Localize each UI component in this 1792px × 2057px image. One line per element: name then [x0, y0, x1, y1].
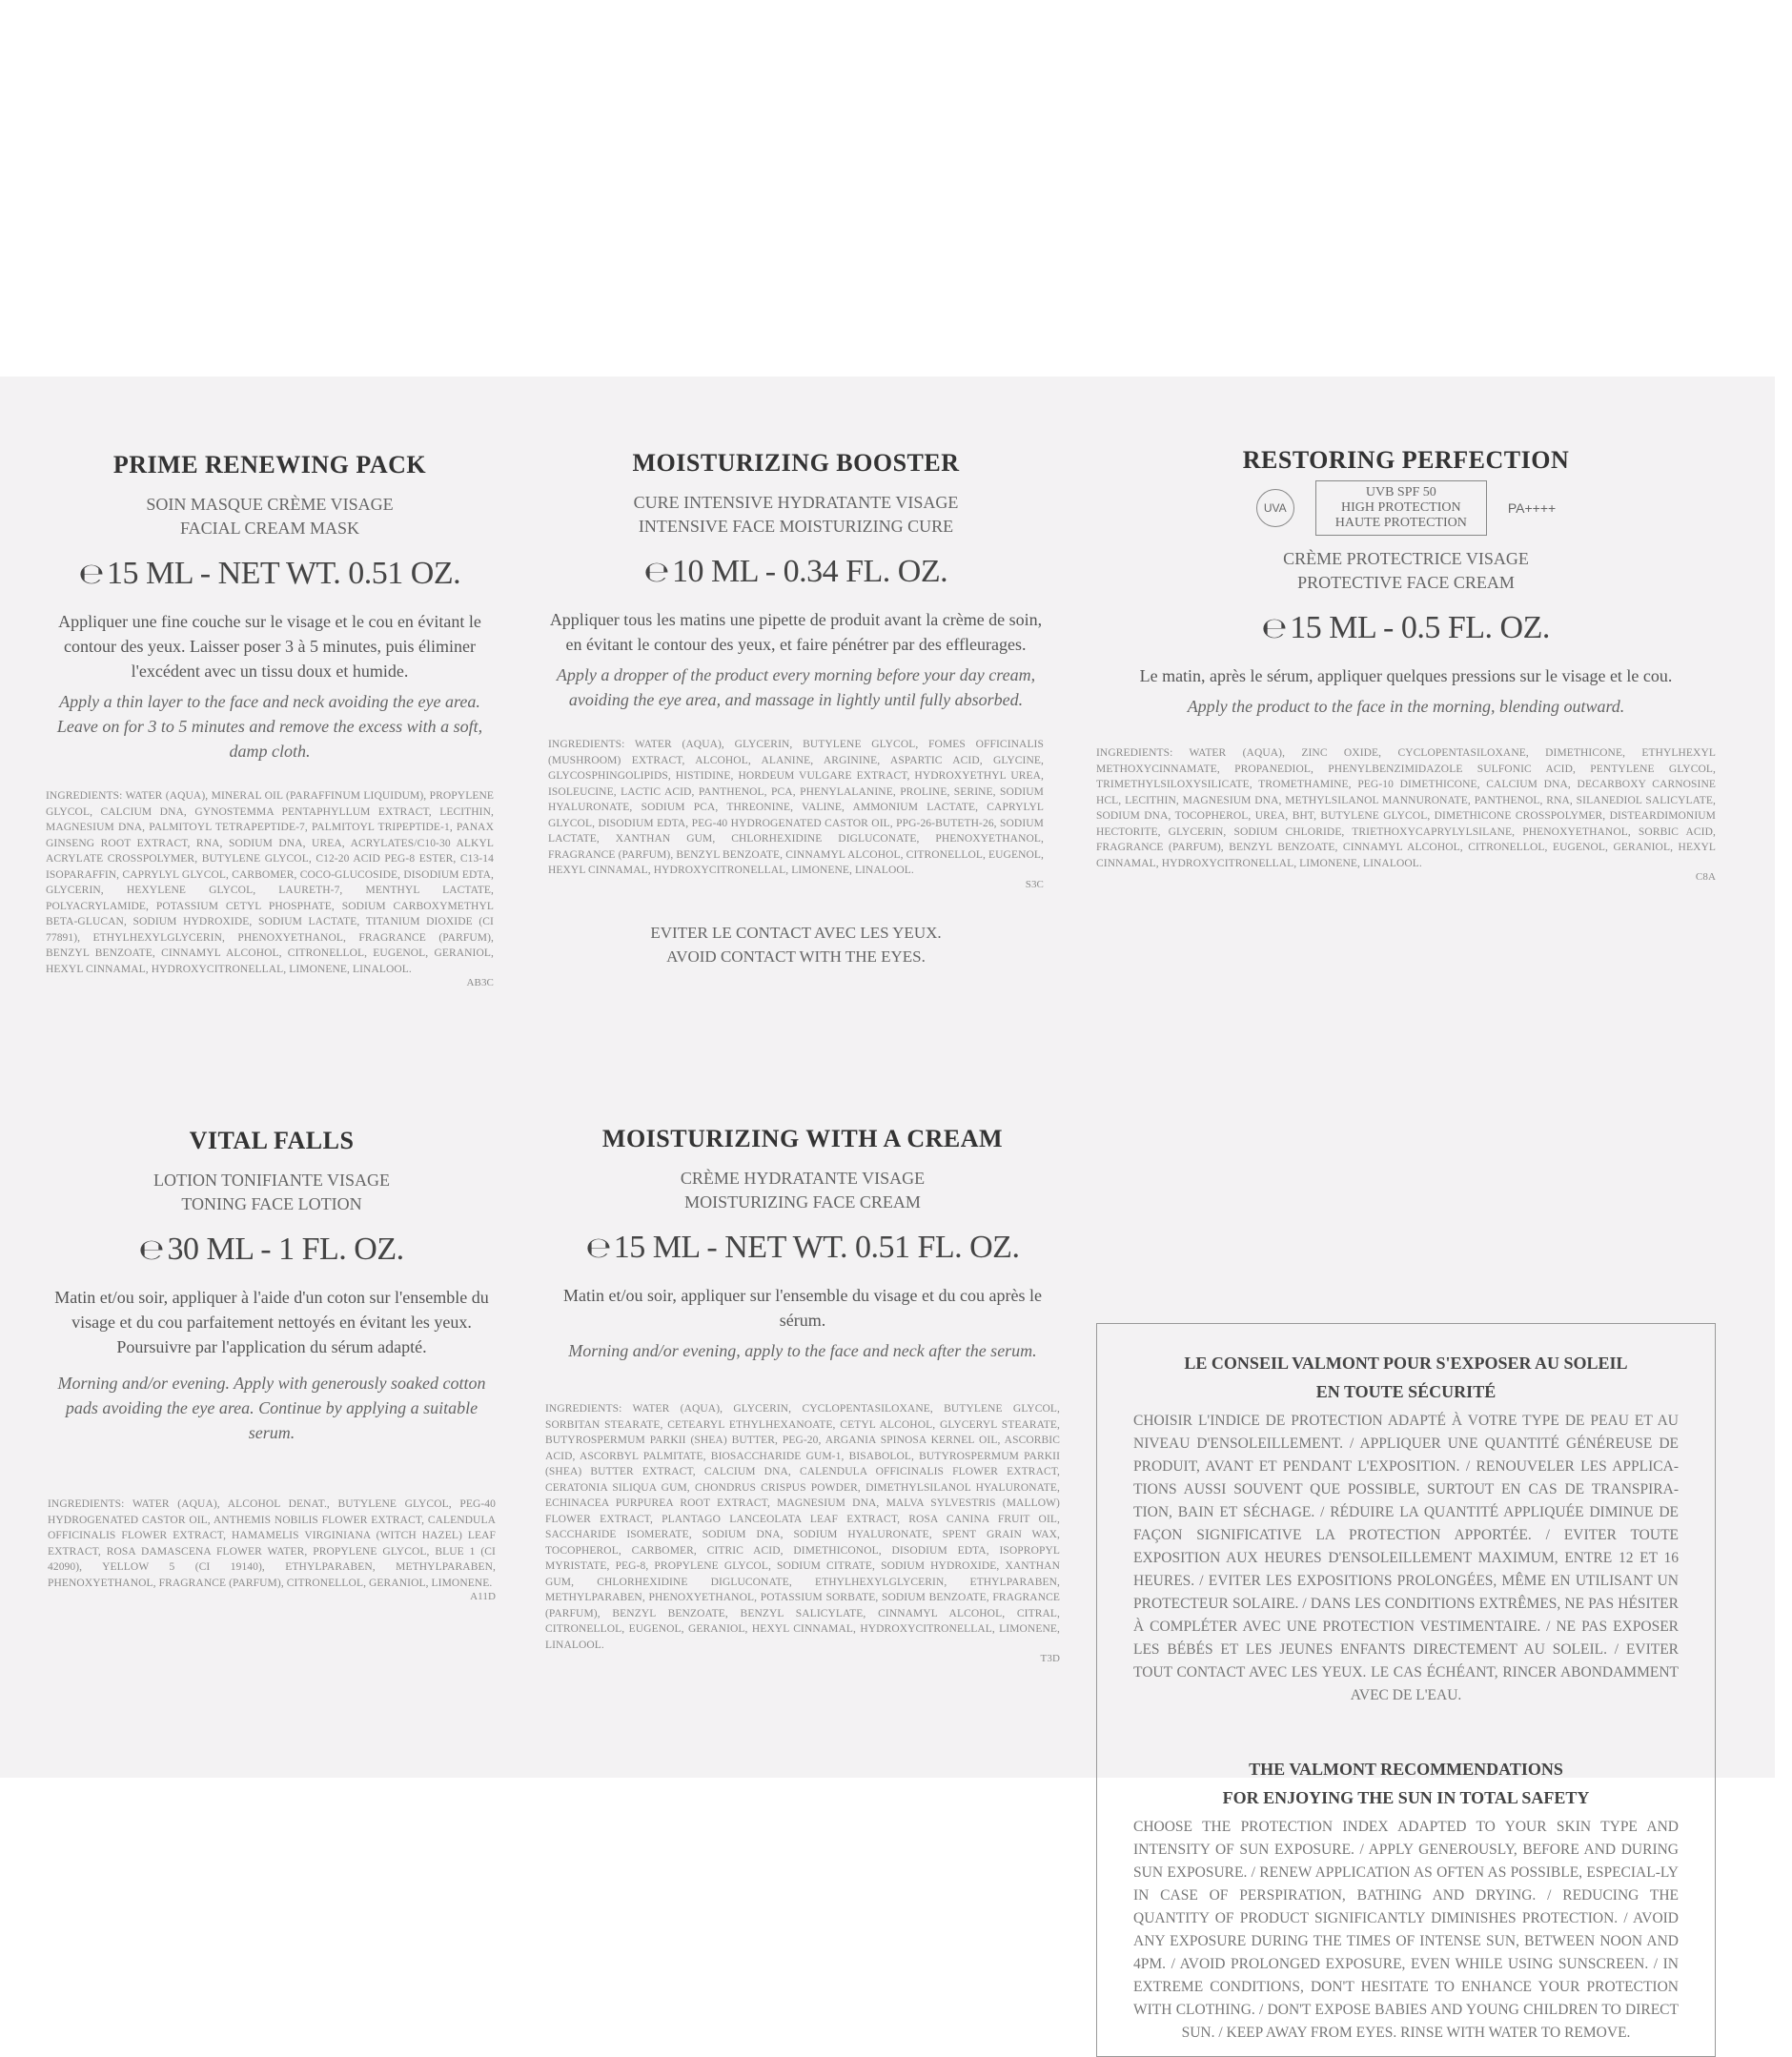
product-subtitle-fr: LOTION TONIFIANTE VISAGE	[153, 1171, 390, 1190]
eye-warning-fr: EVITER LE CONTACT AVEC LES YEUX.	[650, 924, 942, 942]
directions-fr: Le matin, après le sérum, appliquer quelques pressions sur le visage et le cou.	[1139, 666, 1673, 685]
volume-line	[46, 556, 494, 592]
directions-en: Morning and/or evening, apply to the face and neck after the serum.	[568, 1341, 1037, 1360]
product-subtitle-en: FACIAL CREAM MASK	[179, 519, 360, 538]
formula-code: C8A	[1695, 871, 1716, 883]
product-subtitle-fr: SOIN MASQUE CRÈME VISAGE	[146, 495, 394, 514]
ingredients-text: INGREDIENTS: WATER (AQUA), GLYCERIN, CYCLOPENTASILOXANE, BUTYLENE GLYCOL, SORBITAN STEARATE, CETEARYL ETHYLHEXANOATE, CETYL ALCOHOL, GLYCERYL STEARATE, BUTYROSPERMUM PARKII (SHEA) BUTTER, PEG-20, ARGANIA SPINOSA KERNEL OIL, ASCORBIC ACID, ASCORBYL PALMITATE, BIOSACCHARIDE GUM-1, BISABOLOL, BUTYROSPERMUM PARKII (SHEA) BUTTER EXTRACT, CALCIUM DNA, CALENDULA OFFICINALIS FLOWER EXTRACT, CERATONIA SILIQUA GUM, CHONDRUS CRISPUS POWDER, DIMETHYLSILANOL HYALURONATE, ECHINACEA PURPUREA ROOT EXTRACT, MAGNESIUM DNA, MALVA SYLVESTRIS (MALLOW) FLOWER EXTRACT, PLANTAGO LANCEOLATA LEAF EXTRACT, ROSA CANINA FRUIT OIL, SACCHARIDE ISOMERATE, SODIUM DNA, SODIUM HYALURONATE, SPENT GRAIN WAX, TOCOPHEROL, CARBOMER, CITRIC ACID, DIMETHICONOL, DISODIUM EDTA, ISOPROPYL MYRISTATE, PEG-8, PROPYLENE GLYCOL, SODIUM CITRATE, SODIUM HYDROXIDE, XANTHAN GUM, CHLORHEXIDINE DIGLUCONATE, ETHYLHEXYLGLYCERIN, ETHYLPARABEN, METHYLPARABEN, PHENOXYETHANOL, POTASSIUM SORBATE, SODIUM BENZOATE, FRAGRANCE (PARFUM), BENZYL BENZOATE, BENZYL SALICYLATE, CINNAMYL ALCOHOL, CITRAL, CITRONELLOL, EUGENOL, GERANIOL, HEXYL CINNAMAL, HYDROXYCITRONELLAL, LIMONENE, LINALOOL.	[545, 1403, 1060, 1651]
panel-prime-renewing-pack	[46, 451, 494, 991]
product-subtitle-fr: CRÈME HYDRATANTE VISAGE	[680, 1169, 926, 1188]
pa-rating: PA++++	[1507, 500, 1557, 516]
directions-fr: Appliquer une fine couche sur le visage et le cou en évitant le contour des yeux. Laisser poser 3 à 5 minutes, puis éliminer l'excédent avec un tissu doux et humide.	[58, 612, 481, 681]
uva-badge: UVA	[1256, 489, 1294, 527]
ingredients-list	[548, 737, 1044, 892]
product-subtitle-en: PROTECTIVE FACE CREAM	[1297, 573, 1515, 592]
estimated-sign-icon: ℮	[643, 555, 669, 589]
ingredients-list	[545, 1401, 1060, 1667]
volume-line	[48, 1232, 496, 1268]
volume-text: 15 ML - NET WT. 0.51 FL. OZ.	[613, 1230, 1020, 1265]
directions-en: Apply a dropper of the product every morning before your day cream, avoiding the eye area, and massage in lightly until fully absorbed.	[556, 665, 1036, 709]
advice-body-en: CHOOSE THE PROTECTION INDEX ADAPTED TO YOUR SKIN TYPE AND INTENSITY OF SUN EXPOSURE. / APPLY GENEROUSLY, BEFORE AND DURING SUN EXPOSURE. / RENEW APPLICATION AS OFTEN AS POSSIBLE, ESPECIAL-LY IN CASE OF PERSPIRATION, BATHING AND DRYING. / REDUCING THE QUANTITY OF PRODUCT SIGNIFICANTLY DIMINISHES PROTECTION. / AVOID ANY EXPOSURE DURING THE TIMES OF INTENSE SUN, BETWEEN NOON AND 4PM. / AVOID PROLONGED EXPOSURE, EVEN WHILE USING SUNSCREEN. / IN EXTREME CONDITIONS, DON'T HESITATE TO ENHANCE YOUR PROTECTION WITH CLOTHING. / DON'T EXPOSE BABIES AND YOUNG CHILDREN TO DIRECT SUN. / KEEP AWAY FROM EYES. RINSE WITH WATER TO REMOVE.	[1133, 1819, 1679, 2041]
volume-line	[545, 1230, 1060, 1266]
volume-text: 15 ML - NET WT. 0.51 OZ.	[107, 556, 461, 591]
sun-advice-box	[1096, 1323, 1716, 2057]
estimated-sign-icon: ℮	[138, 1232, 165, 1267]
product-subtitle-en: TONING FACE LOTION	[181, 1194, 362, 1213]
advice-title-fr-line-1: LE CONSEIL VALMONT POUR S'EXPOSER AU SOLEIL	[1184, 1354, 1628, 1373]
packaging-sheet	[0, 377, 1775, 2041]
directions-en: Apply the product to the face in the morning, blending outward.	[1187, 697, 1625, 716]
ingredients-list	[46, 788, 494, 991]
volume-text: 10 ML - 0.34 FL. OZ.	[672, 554, 948, 589]
directions-fr: Matin et/ou soir, appliquer sur l'ensemble du visage et du cou après le sérum.	[563, 1286, 1042, 1330]
product-subtitle-en: INTENSIVE FACE MOISTURIZING CURE	[638, 517, 954, 536]
spf-line: HIGH PROTECTION	[1341, 500, 1461, 515]
formula-code: A11D	[470, 1591, 496, 1602]
panel-moisturizing-with-a-cream	[545, 1125, 1060, 1667]
spf-line: HAUTE PROTECTION	[1334, 516, 1467, 530]
panel-vital-falls	[48, 1127, 496, 1605]
spf-box	[1315, 480, 1487, 536]
volume-line	[548, 554, 1044, 590]
estimated-sign-icon: ℮	[78, 557, 104, 591]
advice-title-fr-line-2: EN TOUTE SÉCURITÉ	[1315, 1382, 1497, 1401]
formula-code: T3D	[1040, 1653, 1060, 1664]
panel-restoring-perfection	[1096, 446, 1716, 886]
ingredients-text: INGREDIENTS: WATER (AQUA), ZINC OXIDE, CYCLOPENTASILOXANE, DIMETHICONE, ETHYLHEXYL METHOXYCINNAMATE, PROPANEDIOL, PHENYLBENZIMIDAZOLE SULFONIC ACID, PENTYLENE GLYCOL, TRIMETHYLSILOXYSILICATE, TROMETHAMINE, PEG-10 DIMETHICONE, CALCIUM DNA, DECARBOXY CARNOSINE HCL, LECITHIN, MAGNESIUM DNA, METHYLSILANOL MANNURONATE, PANTHENOL, RNA, SILANEDIOL SALICYLATE, SODIUM DNA, TOCOPHEROL, UREA, BHT, BUTYLENE GLYCOL, DIMETHICONE CROSSPOLYMER, DISTEARDIMONIUM HECTORITE, GLYCERIN, SODIUM CHLORIDE, TRIETHOXYCAPRYLYLSILANE, PHENOXYETHANOL, SORBIC ACID, FRAGRANCE (PARFUM), BENZYL BENZOATE, CINNAMYL ALCOHOL, CITRONELLOL, EUGENOL, GERANIOL, HEXYL CINNAMAL, HYDROXYCITRONELLAL, LIMONENE, LINALOOL.	[1096, 747, 1716, 869]
formula-code: AB3C	[466, 977, 494, 988]
directions-fr: Appliquer tous les matins une pipette de produit avant la crème de soin, en évitant le contour des yeux, et faire pénétrer par des effleurages.	[549, 610, 1043, 654]
volume-line	[1096, 610, 1716, 646]
product-title: VITAL FALLS	[189, 1127, 355, 1154]
directions-fr: Matin et/ou soir, appliquer à l'aide d'un coton sur l'ensemble du visage et du cou parfaitement nettoyés en évitant les yeux. Poursuivre par l'application du sérum adapté.	[54, 1288, 489, 1356]
ingredients-list	[48, 1497, 496, 1605]
ingredients-text: INGREDIENTS: WATER (AQUA), ALCOHOL DENAT., BUTYLENE GLYCOL, PEG-40 HYDROGENATED CASTOR OIL, ANTHEMIS NOBILIS FLOWER EXTRACT, CALENDULA OFFICINALIS FLOWER EXTRACT, HAMAMELIS VIRGINIANA (WITCH HAZEL) LEAF EXTRACT, ROSA DAMASCENA FLOWER WATER, PROPYLENE GLYCOL, BLUE 1 (CI 42090), YELLOW 5 (CI 19140), ETHYLPARABEN, METHYLPARABEN, PHENOXYETHANOL, FRAGRANCE (PARFUM), CITRONELLOL, GERANIOL, LIMONENE.	[48, 1498, 496, 1589]
product-title: MOISTURIZING WITH A CREAM	[601, 1125, 1004, 1152]
advice-title-en-line-1: THE VALMONT RECOMMENDATIONS	[1249, 1760, 1563, 1779]
directions-en: Apply a thin layer to the face and neck avoiding the eye area. Leave on for 3 to 5 minutes and remove the excess with a soft, damp cloth.	[56, 692, 483, 761]
estimated-sign-icon: ℮	[584, 1231, 611, 1265]
eye-warning	[548, 921, 1044, 968]
panel-moisturizing-booster	[548, 449, 1044, 968]
formula-code: S3C	[1025, 878, 1044, 890]
advice-spacer	[1133, 1707, 1679, 1755]
directions-en: Morning and/or evening. Apply with generously soaked cotton pads avoiding the eye area. Continue by applying a suitable serum.	[57, 1374, 486, 1442]
volume-text: 30 ML - 1 FL. OZ.	[167, 1232, 404, 1267]
eye-warning-en: AVOID CONTACT WITH THE EYES.	[666, 947, 926, 966]
ingredients-list	[1096, 745, 1716, 886]
advice-title-en-line-2: FOR ENJOYING THE SUN IN TOTAL SAFETY	[1222, 1788, 1590, 1807]
product-title: RESTORING PERFECTION	[1242, 446, 1570, 474]
spf-badges	[1096, 480, 1716, 536]
spf-line: UVB SPF 50	[1365, 485, 1436, 499]
product-title: PRIME RENEWING PACK	[112, 451, 427, 479]
ingredients-text: INGREDIENTS: WATER (AQUA), GLYCERIN, BUTYLENE GLYCOL, FOMES OFFICINALIS (MUSHROOM) EXTRACT, ALCOHOL, ALANINE, ARGININE, ASPARTIC ACID, GLYCINE, GLYCOSPHINGOLIPIDS, HISTIDINE, HORDEUM VULGARE EXTRACT, HYDROXYETHYL UREA, ISOLEUCINE, LACTIC ACID, PANTHENOL, PCA, PHENYLALANINE, PROLINE, SERINE, SODIUM HYALURONATE, SODIUM PCA, THREONINE, VALINE, AMMONIUM LACTATE, CAPRYLYL GLYCOL, DISODIUM EDTA, PEG-40 HYDROGENATED CASTOR OIL, PPG-26-BUTETH-26, SODIUM LACTATE, XANTHAN GUM, CHLORHEXIDINE DIGLUCONATE, PHENOXYETHANOL, FRAGRANCE (PARFUM), BENZYL BENZOATE, CINNAMYL ALCOHOL, CITRONELLOL, EUGENOL, HEXYL CINNAMAL, HYDROXYCITRONELLAL, LIMONENE, LINALOOL.	[548, 739, 1044, 876]
estimated-sign-icon: ℮	[1261, 611, 1287, 645]
volume-text: 15 ML - 0.5 FL. OZ.	[1290, 610, 1550, 645]
advice-body-fr: CHOISIR L'INDICE DE PROTECTION ADAPTÉ À VOTRE TYPE DE PEAU ET AU NIVEAU D'ENSOLEILLEMENT. / APPLIQUER UNE QUANTITÉ GÉNÉREUSE DE PRODUIT, AVANT ET PENDANT L'EXPOSITION. / RENOUVELER LES APPLICA-TIONS AUSSI SOUVENT QUE POSSIBLE, SURTOUT EN CAS DE TRANSPIRA-TION, BAIN ET SÉCHAGE. / RÉDUIRE LA QUANTITÉ APPLIQUÉE DIMINUE DE FAÇON SIGNIFICATIVE LA PROTECTION APPORTÉE. / EVITER TOUTE EXPOSITION AUX HEURES D'ENSOLEILLEMENT MAXIMUM, ENTRE 12 ET 16 HEURES. / EVITER LES EXPOSITIONS PROLONGÉES, MÊME EN UTILISANT UN PROTECTEUR SOLAIRE. / DANS LES CONDITIONS EXTRÊMES, NE PAS HÉSITER À COMPLÉTER AVEC UNE PROTECTION VESTIMENTAIRE. / NE PAS EXPOSER LES BÉBÉS ET LES JEUNES ENFANTS DIRECTEMENT AU SOLEIL. / EVITER TOUT CONTACT AVEC LES YEUX. LE CAS ÉCHÉANT, RINCER ABONDAMMENT AVEC DE L'EAU.	[1133, 1413, 1679, 1703]
ingredients-text: INGREDIENTS: WATER (AQUA), MINERAL OIL (PARAFFINUM LIQUIDUM), PROPYLENE GLYCOL, CALCIUM DNA, GYNOSTEMMA PENTAPHYLLUM EXTRACT, LECITHIN, MAGNESIUM DNA, PALMITOYL TETRAPEPTIDE-7, PALMITOYL TRIPEPTIDE-1, PANAX GINSENG ROOT EXTRACT, RNA, SODIUM DNA, UREA, ACRYLATES/C10-30 ALKYL ACRYLATE CROSSPOLYMER, BUTYLENE GLYCOL, C12-20 ACID PEG-8 ESTER, C13-14 ISOPARAFFIN, CAPRYLYL GLYCOL, CARBOMER, COCO-GLUCOSIDE, DISODIUM EDTA, GLYCERIN, HEXYLENE GLYCOL, LAURETH-7, MENTHYL LACTATE, POLYACRYLAMIDE, POTASSIUM CETYL PHOSPHATE, SODIUM CARBOXYMETHYL BETA-GLUCAN, SODIUM HYDROXIDE, SODIUM LACTATE, TITANIUM DIOXIDE (CI 77891), ETHYLHEXYLGLYCERIN, PHENOXYETHANOL, FRAGRANCE (PARFUM), BENZYL BENZOATE, CINNAMYL ALCOHOL, CITRONELLOL, EUGENOL, GERANIOL, HEXYL CINNAMAL, HYDROXYCITRONELLAL, LIMONENE, LINALOOL.	[46, 790, 494, 975]
product-subtitle-en: MOISTURIZING FACE CREAM	[684, 1192, 921, 1212]
product-title: MOISTURIZING BOOSTER	[632, 449, 960, 477]
product-subtitle-fr: CRÈME PROTECTRICE VISAGE	[1283, 549, 1529, 568]
product-subtitle-fr: CURE INTENSIVE HYDRATANTE VISAGE	[633, 493, 959, 512]
